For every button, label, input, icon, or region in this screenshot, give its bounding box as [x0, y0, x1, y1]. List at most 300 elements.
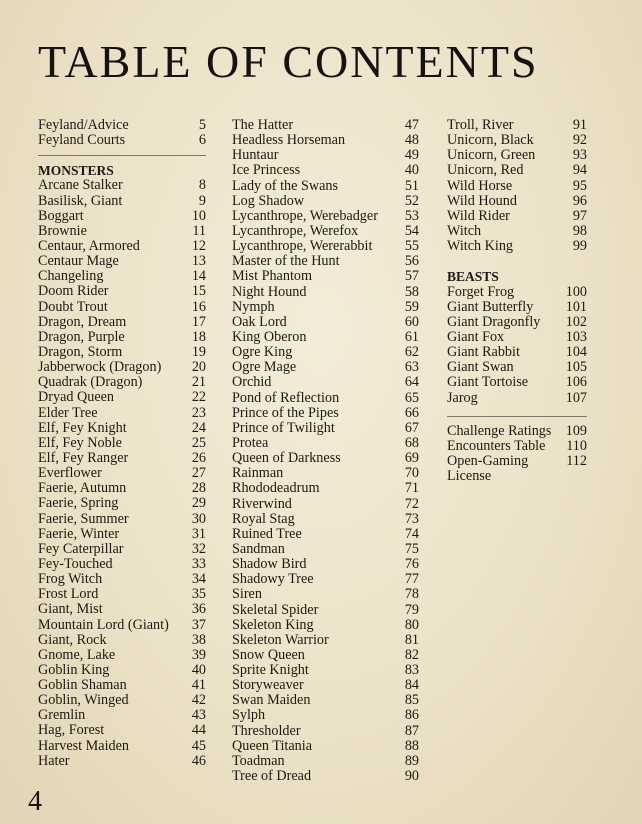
toc-entry-title: Wild Hound [447, 192, 517, 209]
toc-entry [38, 375, 206, 390]
toc-entry [232, 572, 419, 587]
toc-entry [447, 118, 587, 133]
toc-entry-page: 65 [404, 389, 419, 406]
toc-entry [38, 436, 206, 451]
toc-entry-page: 102 [565, 313, 587, 330]
toc-entry-title: Basilisk, Giant [38, 192, 123, 209]
toc-entry-title: Ogre King [232, 344, 293, 361]
toc-entry [232, 148, 419, 163]
toc-entry [447, 345, 587, 360]
toc-entry-page: 6 [198, 132, 206, 149]
toc-entry-title: Shadow Bird [232, 556, 307, 573]
toc-entry [38, 527, 206, 542]
toc-entry [38, 330, 206, 345]
toc-entry-title: Toadman [232, 752, 285, 769]
toc-entry-title: Goblin King [38, 661, 110, 678]
toc-entry-page: 90 [404, 768, 419, 785]
toc-entry-page: 45 [191, 737, 206, 754]
toc-entry-page: 56 [404, 253, 419, 270]
toc-entry-page: 110 [566, 437, 587, 454]
toc-entry [232, 633, 419, 648]
toc-entry-page: 48 [404, 132, 419, 149]
toc-entry [38, 557, 206, 572]
toc-entry-title: Faerie, Spring [38, 495, 119, 512]
toc-entry-title: Queen of Darkness [232, 450, 341, 467]
toc-list-beasts [447, 285, 587, 406]
toc-entry [38, 663, 206, 678]
toc-entry [232, 436, 419, 451]
toc-entry-page: 74 [404, 525, 419, 542]
toc-entry-title: Wild Rider [447, 207, 510, 224]
toc-entry [232, 224, 419, 239]
toc-entry-title: Frost Lord [38, 586, 99, 603]
toc-entry-title: Doubt Trout [38, 298, 108, 315]
toc-entry-page: 59 [404, 298, 419, 315]
toc-entry-page: 95 [572, 177, 587, 194]
toc-entry-title: Prince of the Pipes [232, 404, 339, 421]
toc-entry-page: 104 [565, 344, 587, 361]
toc-entry-page: 19 [191, 343, 206, 360]
toc-entry-page: 75 [404, 540, 419, 557]
toc-entry [232, 663, 419, 678]
toc-entry [232, 179, 419, 194]
toc-entry-page: 52 [404, 192, 419, 209]
toc-entry-page: 101 [565, 298, 587, 315]
toc-entry-title: Centaur Mage [38, 253, 119, 270]
section-divider [38, 155, 206, 156]
toc-entry [38, 421, 206, 436]
toc-entry-title: Gremlin [38, 707, 86, 724]
toc-entry [447, 315, 587, 330]
toc-entry-title: Jabberwock (Dragon) [38, 359, 162, 376]
toc-entry-page: 105 [565, 359, 587, 376]
toc-entry-page: 51 [404, 177, 419, 194]
toc-entry-title: Feyland/Advice [38, 117, 129, 133]
toc-entry [38, 739, 206, 754]
toc-entry [232, 300, 419, 315]
toc-entry-page: 35 [191, 586, 206, 603]
toc-entry [38, 390, 206, 405]
toc-entry [38, 723, 206, 738]
toc-entry-title: Forget Frog [447, 283, 515, 300]
toc-entry-page: 79 [404, 601, 419, 618]
toc-entry [232, 133, 419, 148]
toc-entry-page: 66 [404, 404, 419, 421]
toc-entry-title: Dragon, Dream [38, 313, 127, 330]
toc-entry [232, 481, 419, 496]
toc-entry [232, 330, 419, 345]
toc-entry [232, 315, 419, 330]
toc-entry-page: 83 [404, 662, 419, 679]
toc-entry-title: Queen Titania [232, 737, 312, 754]
toc-entry-title: Hater [38, 752, 70, 769]
toc-entry-page: 34 [191, 571, 206, 588]
toc-entry [38, 602, 206, 617]
toc-entry-title: Quadrak (Dragon) [38, 374, 143, 391]
toc-entry-title: Riverwind [232, 495, 292, 512]
toc-entry [447, 239, 587, 254]
toc-entry-page: 42 [191, 692, 206, 709]
toc-entry [232, 254, 419, 269]
toc-entry [232, 285, 419, 300]
toc-entry [38, 512, 206, 527]
toc-entry [232, 754, 419, 769]
toc-entry-title: Dragon, Storm [38, 343, 123, 360]
toc-entry-title: Gnome, Lake [38, 646, 116, 663]
toc-entry-title: Nymph [232, 298, 275, 315]
toc-entry-page: 98 [572, 222, 587, 239]
toc-entry [38, 315, 206, 330]
toc-entry [38, 572, 206, 587]
toc-entry-title: Skeleton King [232, 616, 314, 633]
toc-entry-title: Elf, Fey Knight [38, 419, 127, 436]
toc-entry-title: Fey Caterpillar [38, 540, 124, 557]
toc-entry-title: Dragon, Purple [38, 328, 125, 345]
toc-entry-title: Open-Gaming [447, 452, 529, 469]
toc-entry-title: Faerie, Autumn [38, 480, 127, 497]
page-title: TABLE OF CONTENTS [38, 36, 539, 87]
toc-entry-page: 85 [404, 692, 419, 709]
toc-entry [232, 451, 419, 466]
toc-entry-title: Storyweaver [232, 677, 304, 694]
toc-entry-title: Sylph [232, 707, 266, 724]
toc-entry-page: 16 [191, 298, 206, 315]
toc-entry [232, 618, 419, 633]
toc-entry-title: Elf, Fey Noble [38, 434, 122, 451]
toc-entry [38, 133, 206, 148]
toc-entry-page: 18 [191, 328, 206, 345]
toc-entry-page: 36 [191, 601, 206, 618]
toc-entry-page: 28 [191, 480, 206, 497]
toc-entry-page: 87 [404, 722, 419, 739]
toc-entry-title: Giant Rabbit [447, 344, 520, 361]
toc-entry-title: Challenge Ratings [447, 422, 552, 439]
toc-entry-title: Oak Lord [232, 313, 287, 330]
toc-list-monsters-end [447, 118, 587, 254]
toc-entry [232, 512, 419, 527]
toc-entry [232, 269, 419, 284]
toc-entry-page: 96 [572, 192, 587, 209]
toc-entry-page: 106 [565, 374, 587, 391]
toc-entry-title: Giant, Mist [38, 601, 103, 618]
toc-entry [447, 179, 587, 194]
toc-entry-page: 27 [191, 465, 206, 482]
toc-entry-page: 12 [191, 237, 206, 254]
toc-entry-page: 13 [191, 253, 206, 270]
toc-entry-title: Witch [447, 222, 482, 239]
toc-entry-title: Lady of the Swans [232, 177, 338, 194]
toc-entry-page: 107 [565, 389, 587, 406]
section-heading-beasts: BEASTS [447, 269, 499, 285]
toc-entry-title: Night Hound [232, 283, 307, 300]
toc-entry-title: Master of the Hunt [232, 253, 340, 270]
toc-entry [232, 587, 419, 602]
toc-entry-page: 47 [404, 117, 419, 133]
toc-entry [232, 769, 419, 784]
toc-entry-page: 112 [566, 452, 587, 469]
toc-entry [447, 194, 587, 209]
toc-entry [232, 557, 419, 572]
toc-entry-page: 80 [404, 616, 419, 633]
toc-entry-page: 33 [191, 555, 206, 572]
toc-entry-title: Arcane Stalker [38, 177, 123, 194]
toc-entry-page: 11 [192, 222, 206, 239]
toc-entry-title: Unicorn, Red [447, 162, 524, 179]
toc-entry [447, 163, 587, 178]
toc-entry [447, 330, 587, 345]
toc-entry [38, 481, 206, 496]
toc-entry-page: 61 [404, 328, 419, 345]
toc-entry-page: 9 [198, 192, 206, 209]
toc-entry-page: 86 [404, 707, 419, 724]
toc-entry [38, 618, 206, 633]
toc-entry [38, 678, 206, 693]
toc-entry-page: 72 [404, 495, 419, 512]
toc-entry [232, 375, 419, 390]
toc-entry [38, 118, 206, 133]
toc-entry-title: Rainman [232, 465, 284, 482]
toc-entry-title: King Oberon [232, 328, 307, 345]
toc-entry-title: Tree of Dread [232, 768, 312, 785]
toc-entry-title: Swan Maiden [232, 692, 311, 709]
toc-entry-title: Troll, River [447, 117, 514, 133]
toc-entry-title: Lycanthrope, Wererabbit [232, 238, 373, 255]
toc-entry-title: Thresholder [232, 722, 301, 739]
toc-entry [232, 421, 419, 436]
toc-entry-page: 39 [191, 646, 206, 663]
toc-entry-title: Headless Horseman [232, 132, 346, 149]
toc-entry [38, 466, 206, 481]
toc-entry-title: Snow Queen [232, 646, 305, 663]
toc-entry-page: 53 [404, 207, 419, 224]
toc-entry-page: 17 [191, 313, 206, 330]
toc-entry-page: 46 [191, 752, 206, 769]
toc-entry-page: 30 [191, 510, 206, 527]
toc-entry-page: 62 [404, 344, 419, 361]
toc-entry-page: 60 [404, 313, 419, 330]
toc-entry-page: 41 [191, 677, 206, 694]
toc-entry-title: Unicorn, Green [447, 147, 536, 164]
spacer [447, 254, 587, 269]
toc-entry [232, 194, 419, 209]
toc-entry-title: License [447, 468, 492, 485]
toc-column-2 [232, 118, 419, 784]
toc-entry-title: Mist Phantom [232, 268, 313, 285]
toc-entry-title: Ruined Tree [232, 525, 302, 542]
toc-entry [38, 587, 206, 602]
toc-entry [232, 466, 419, 481]
toc-entry [38, 239, 206, 254]
toc-entry-title: Witch King [447, 238, 514, 255]
toc-column-3 [447, 118, 587, 484]
toc-entry-title: Giant Fox [447, 328, 505, 345]
toc-entry-page: 40 [404, 162, 419, 179]
toc-list-monsters-continued [232, 118, 419, 784]
toc-entry [38, 693, 206, 708]
toc-entry [232, 527, 419, 542]
toc-entry [232, 542, 419, 557]
toc-entry-title: Fey-Touched [38, 555, 113, 572]
toc-entry-title: Frog Witch [38, 571, 103, 588]
toc-entry-page: 58 [404, 283, 419, 300]
toc-entry-title: Giant Dragonfly [447, 313, 541, 330]
toc-entry [38, 754, 206, 769]
toc-entry-title: Log Shadow [232, 192, 305, 209]
toc-entry [232, 739, 419, 754]
toc-entry [38, 254, 206, 269]
section-divider [447, 416, 587, 417]
toc-entry-page: 84 [404, 677, 419, 694]
toc-entry-title: Everflower [38, 465, 102, 482]
toc-entry [447, 209, 587, 224]
toc-entry-title: Sprite Knight [232, 662, 309, 679]
toc-entry [447, 148, 587, 163]
toc-entry [232, 648, 419, 663]
toc-entry [232, 708, 419, 723]
toc-entry [447, 285, 587, 300]
toc-entry [38, 194, 206, 209]
toc-entry [447, 424, 587, 439]
toc-entry-title: Giant Tortoise [447, 374, 529, 391]
toc-entry-page: 91 [572, 117, 587, 133]
toc-entry [447, 469, 587, 484]
toc-entry-title: Skeletal Spider [232, 601, 319, 618]
toc-entry-title: Encounters Table [447, 437, 546, 454]
toc-entry [232, 360, 419, 375]
toc-entry-page: 8 [198, 177, 206, 194]
toc-entry-title: Hag, Forest [38, 722, 105, 739]
toc-entry [38, 269, 206, 284]
toc-entry-title: Pond of Reflection [232, 389, 340, 406]
toc-entry-page: 49 [404, 147, 419, 164]
toc-entry-title: Lycanthrope, Werefox [232, 222, 359, 239]
toc-entry-page: 73 [404, 510, 419, 527]
toc-entry-page: 23 [191, 404, 206, 421]
toc-entry-page: 82 [404, 646, 419, 663]
toc-entry [38, 648, 206, 663]
toc-entry-title: Orchid [232, 374, 272, 391]
toc-entry-title: Brownie [38, 222, 87, 239]
toc-entry-page: 77 [404, 571, 419, 588]
toc-column-1 [38, 118, 206, 769]
toc-entry-page: 26 [191, 449, 206, 466]
toc-entry-page: 40 [191, 661, 206, 678]
toc-entry-title: Huntaur [232, 147, 279, 164]
toc-entry [232, 239, 419, 254]
toc-entry-page: 94 [572, 162, 587, 179]
toc-entry-page: 97 [572, 207, 587, 224]
toc-list-intro [38, 118, 206, 148]
toc-entry [38, 406, 206, 421]
toc-entry-page: 93 [572, 147, 587, 164]
toc-entry-title: Faerie, Winter [38, 525, 120, 542]
toc-entry [38, 451, 206, 466]
toc-entry-page: 22 [191, 389, 206, 406]
toc-entry-page: 54 [404, 222, 419, 239]
toc-entry [38, 209, 206, 224]
toc-entry [38, 542, 206, 557]
toc-entry-page: 76 [404, 556, 419, 573]
toc-entry-title: Feyland Courts [38, 132, 126, 149]
toc-entry-title: Lycanthrope, Werebadger [232, 207, 378, 224]
toc-entry-title: Mountain Lord (Giant) [38, 616, 169, 633]
toc-entry-page: 32 [191, 540, 206, 557]
toc-entry [232, 406, 419, 421]
toc-entry [38, 284, 206, 299]
section-heading-monsters: MONSTERS [38, 163, 114, 179]
toc-entry-page: 92 [572, 132, 587, 149]
toc-entry [447, 224, 587, 239]
toc-entry-title: Changeling [38, 268, 104, 285]
toc-entry-page: 38 [191, 631, 206, 648]
toc-entry-page: 20 [191, 359, 206, 376]
toc-entry [447, 300, 587, 315]
toc-entry-page: 78 [404, 586, 419, 603]
toc-entry [232, 497, 419, 512]
toc-entry-page: 44 [191, 722, 206, 739]
toc-entry-page: 89 [404, 752, 419, 769]
toc-entry [38, 345, 206, 360]
toc-entry-title: Shadowy Tree [232, 571, 314, 588]
toc-entry-page: 10 [191, 207, 206, 224]
toc-entry-title: Giant Butterfly [447, 298, 534, 315]
toc-entry-title: Doom Rider [38, 283, 109, 300]
toc-entry-page: 99 [572, 238, 587, 255]
toc-entry-page: 25 [191, 434, 206, 451]
toc-entry-title: Goblin, Winged [38, 692, 129, 709]
toc-entry [232, 345, 419, 360]
toc-entry-title: Giant, Rock [38, 631, 107, 648]
toc-entry [447, 454, 587, 469]
toc-entry [447, 439, 587, 454]
toc-entry-page: 68 [404, 434, 419, 451]
toc-entry [38, 224, 206, 239]
toc-entry-title: Giant Swan [447, 359, 514, 376]
toc-entry-title: The Hatter [232, 117, 294, 133]
toc-entry [447, 391, 587, 406]
toc-entry-title: Centaur, Armored [38, 237, 140, 254]
toc-entry [447, 375, 587, 390]
toc-entry-title: Wild Horse [447, 177, 513, 194]
toc-entry-title: Ice Princess [232, 162, 301, 179]
toc-entry-title: Unicorn, Black [447, 132, 534, 149]
toc-entry-page: 69 [404, 450, 419, 467]
toc-entry-title: Jarog [447, 389, 478, 406]
toc-entry-page: 70 [404, 465, 419, 482]
toc-entry-page: 57 [404, 268, 419, 285]
toc-entry-title: Faerie, Summer [38, 510, 129, 527]
toc-entry [232, 163, 419, 178]
toc-entry-page: 37 [191, 616, 206, 633]
toc-entry-title: Sandman [232, 540, 285, 557]
toc-entry-title: Skeleton Warrior [232, 631, 329, 648]
toc-list-monsters [38, 178, 206, 768]
toc-entry-title: Dryad Queen [38, 389, 115, 406]
toc-entry-page: 15 [191, 283, 206, 300]
toc-entry [232, 678, 419, 693]
toc-entry-page: 31 [191, 525, 206, 542]
toc-entry [232, 118, 419, 133]
toc-entry-page: 67 [404, 419, 419, 436]
toc-entry [232, 693, 419, 708]
toc-entry-title: Rhododeadrum [232, 480, 320, 497]
toc-entry-page: 64 [404, 374, 419, 391]
toc-entry-page: 81 [404, 631, 419, 648]
toc-entry-title: Siren [232, 586, 262, 603]
page-number: 4 [28, 786, 42, 817]
toc-entry-title: Goblin Shaman [38, 677, 127, 694]
toc-entry [232, 391, 419, 406]
